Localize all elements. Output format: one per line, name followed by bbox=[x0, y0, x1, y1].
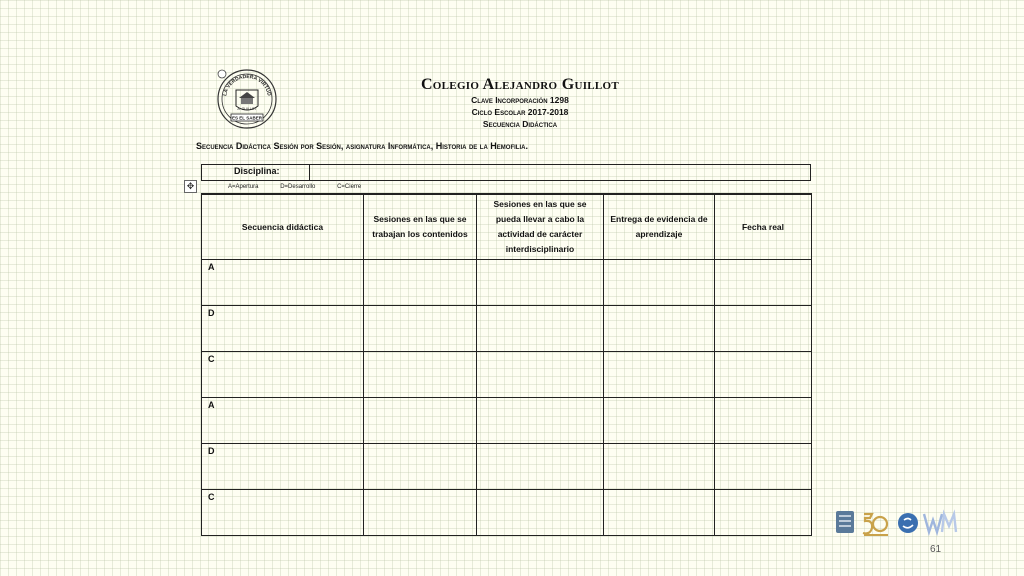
table-cell[interactable] bbox=[364, 398, 477, 444]
discipline-label: Disciplina: bbox=[234, 166, 280, 176]
school-seal-icon bbox=[216, 68, 278, 130]
table-row bbox=[202, 444, 812, 490]
50-anniversary-logo bbox=[863, 514, 888, 536]
table-cell[interactable] bbox=[364, 352, 477, 398]
legend-desarrollo: D=Desarrollo bbox=[280, 184, 316, 190]
discipline-divider bbox=[309, 165, 310, 180]
table-cell[interactable] bbox=[715, 490, 812, 536]
table-cell[interactable] bbox=[604, 490, 715, 536]
sequence-table bbox=[201, 193, 812, 536]
document-type: Secuencia Didáctica bbox=[482, 119, 558, 129]
phase-cell[interactable]: A bbox=[202, 260, 364, 306]
school-name: Colegio Alejandro Guillot bbox=[420, 76, 620, 93]
table-cell[interactable] bbox=[477, 398, 604, 444]
table-header-row bbox=[202, 194, 812, 260]
table-cell[interactable] bbox=[604, 352, 715, 398]
table-row bbox=[202, 352, 812, 398]
phase-cell[interactable]: C bbox=[202, 490, 364, 536]
legend-apertura: A=Apertura bbox=[228, 184, 259, 190]
seal-center-text: A. GUILLOT bbox=[237, 107, 257, 111]
phase-cell[interactable]: A bbox=[202, 398, 364, 444]
table-cell[interactable] bbox=[477, 490, 604, 536]
table-move-handle-icon[interactable]: ✥ bbox=[184, 180, 197, 193]
legend-cierre: C=Cierre bbox=[337, 184, 362, 190]
phase-legend bbox=[228, 184, 381, 190]
institution-logos bbox=[834, 508, 962, 538]
col-secuencia-didactica: Secuencia didáctica bbox=[202, 194, 364, 260]
table-cell[interactable] bbox=[604, 444, 715, 490]
table-cell[interactable] bbox=[477, 352, 604, 398]
table-cell[interactable] bbox=[477, 306, 604, 352]
table-cell[interactable] bbox=[604, 398, 715, 444]
document-header bbox=[300, 76, 740, 130]
wm-logo bbox=[924, 514, 956, 532]
table-cell[interactable] bbox=[715, 444, 812, 490]
phase-cell[interactable]: D bbox=[202, 444, 364, 490]
table-row bbox=[202, 260, 812, 306]
table-cell[interactable] bbox=[364, 444, 477, 490]
document-subtitle: Secuencia Didáctica Sesión por Sesión, asignatura Informática, Historia de la Hemofilia. bbox=[196, 141, 528, 151]
phase-cell[interactable]: C bbox=[202, 352, 364, 398]
col-sesiones-interdisciplinario: Sesiones en las que se pueda llevar a cabo la actividad de carácter interdisciplinario bbox=[477, 194, 604, 260]
seal-band-text: ES EL SABER bbox=[232, 115, 262, 121]
table-cell[interactable] bbox=[364, 260, 477, 306]
table-cell[interactable] bbox=[364, 490, 477, 536]
table-row bbox=[202, 398, 812, 444]
seal-ring-text: LA VERDADERA VIRTUD bbox=[222, 73, 272, 97]
col-entrega-evidencia: Entrega de evidencia de aprendizaje bbox=[604, 194, 715, 260]
si-logo bbox=[898, 513, 918, 533]
table-cell[interactable] bbox=[604, 306, 715, 352]
phase-cell[interactable]: D bbox=[202, 306, 364, 352]
table-cell[interactable] bbox=[364, 306, 477, 352]
unam-logo bbox=[836, 511, 854, 533]
table-cell[interactable] bbox=[715, 306, 812, 352]
table-cell[interactable] bbox=[715, 260, 812, 306]
table-cell[interactable] bbox=[604, 260, 715, 306]
table-cell[interactable] bbox=[715, 398, 812, 444]
page-number: 61 bbox=[930, 544, 942, 555]
table-row bbox=[202, 306, 812, 352]
col-sesiones-contenidos: Sesiones en las que se trabajan los contenidos bbox=[364, 194, 477, 260]
ciclo-escolar: Ciclo Escolar 2017-2018 bbox=[471, 107, 569, 117]
table-cell[interactable] bbox=[477, 444, 604, 490]
clave-incorporacion: Clave Incorporación 1298 bbox=[471, 95, 569, 105]
col-fecha-real: Fecha real bbox=[715, 194, 812, 260]
table-cell[interactable] bbox=[715, 352, 812, 398]
discipline-row bbox=[201, 164, 811, 181]
table-row bbox=[202, 490, 812, 536]
table-cell[interactable] bbox=[477, 260, 604, 306]
